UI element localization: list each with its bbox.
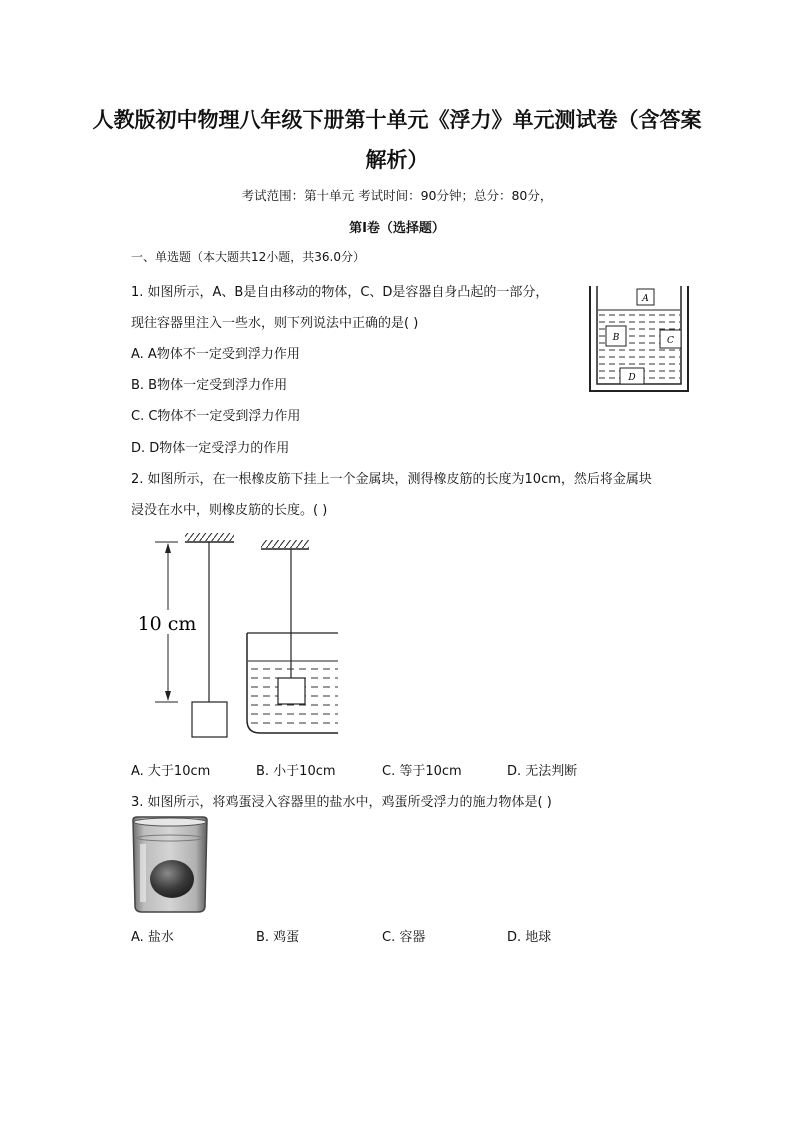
section-heading: 一、单选题（本大题共12小题，共36.0分） xyxy=(131,250,365,264)
q2-stem-line1: 2. 如图所示，在一根橡皮筋下挂上一个金属块，测得橡皮筋的长度为10cm，然后将金属块 xyxy=(131,472,652,487)
q1-container-figure xyxy=(588,284,690,394)
q1-option-d: D. D物体一定受浮力的作用 xyxy=(131,441,290,456)
q2-option-a: A. 大于10cm xyxy=(131,764,211,779)
metal-block-in-water xyxy=(278,678,305,704)
part-title: 第I卷（选择题） xyxy=(349,221,445,236)
q1-option-c: C. C物体不一定受到浮力作用 xyxy=(131,409,301,424)
exam-info: 考试范围：第十单元 考试时间：90分钟；总分：80分， xyxy=(241,188,553,203)
egg xyxy=(150,860,194,898)
q1-stem-line1: 1. 如图所示，A、B是自由移动的物体，C、D是容器自身凸起的一部分， xyxy=(131,285,549,300)
label-c: C xyxy=(667,336,674,346)
q3-egg-beaker-photo xyxy=(130,816,210,914)
label-d: D xyxy=(628,373,636,383)
q2-stem-line2: 浸没在水中，则橡皮筋的长度。( ) xyxy=(131,503,328,518)
metal-block-in-air xyxy=(192,702,227,737)
q2-rubber-band-figure xyxy=(130,530,340,740)
label-b: B xyxy=(612,333,620,343)
q2-option-c: C. 等于10cm xyxy=(382,764,462,779)
q1-option-b: B. B物体一定受到浮力作用 xyxy=(131,378,288,393)
length-label: 10 cm xyxy=(137,613,197,635)
document-title: 人教版初中物理八年级下册第十单元《浮力》单元测试卷（含答案解析） xyxy=(92,107,702,172)
q2-option-b: B. 小于10cm xyxy=(256,764,336,779)
q1-stem-line2: 现往容器里注入一些水，则下列说法中正确的是( ) xyxy=(131,316,419,331)
q3-option-d: D. 地球 xyxy=(507,930,552,945)
q2-option-d: D. 无法判断 xyxy=(507,764,578,779)
q3-option-c: C. 容器 xyxy=(382,930,426,945)
q3-stem: 3. 如图所示，将鸡蛋浸入容器里的盐水中，鸡蛋所受浮力的施力物体是( ) xyxy=(131,795,552,810)
q3-option-b: B. 鸡蛋 xyxy=(256,930,300,945)
q1-option-a: A. A物体不一定受到浮力作用 xyxy=(131,347,300,362)
label-a: A xyxy=(642,294,649,304)
q3-option-a: A. 盐水 xyxy=(131,930,174,945)
